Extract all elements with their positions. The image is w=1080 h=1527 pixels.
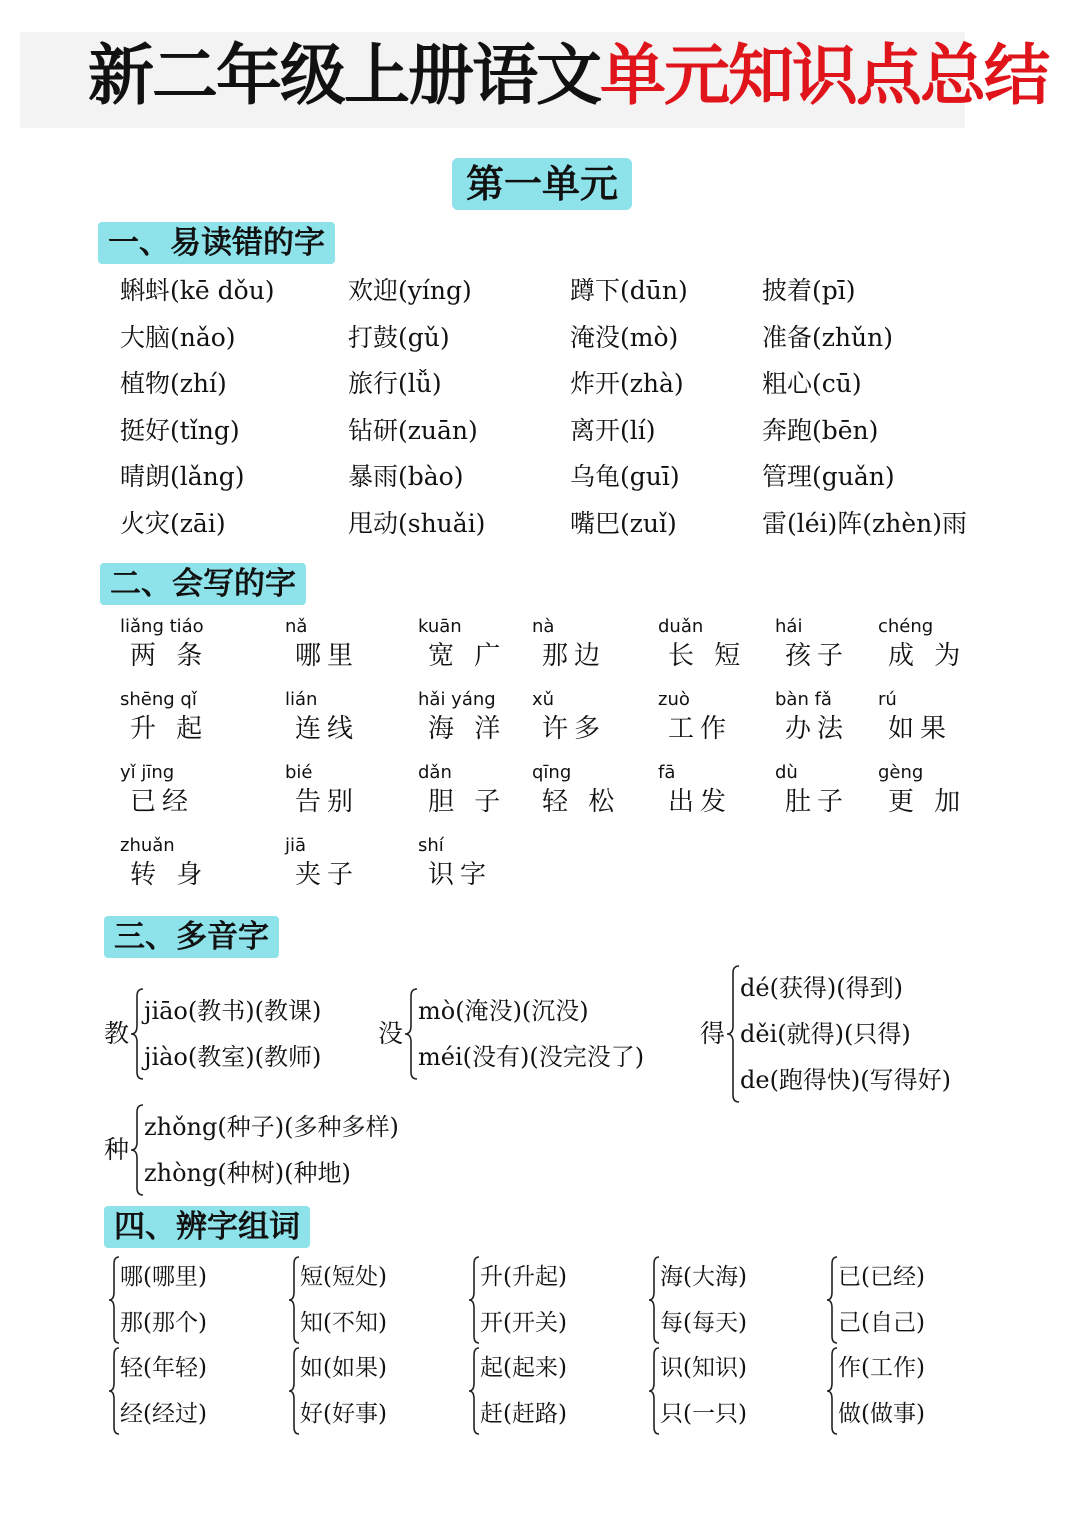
write-word: 办法	[785, 714, 850, 744]
write-pinyin: shí	[418, 835, 444, 856]
misread-item: 淹没(mò)	[570, 322, 679, 352]
brace-icon	[108, 1347, 120, 1435]
misread-item: 管理(guǎn)	[762, 462, 895, 492]
write-word: 海 洋	[428, 714, 507, 744]
distinguish-pair	[288, 1345, 438, 1437]
distinguish-word: 每(每天)	[660, 1310, 747, 1336]
section-title-easy-misread: 一、易读错的字	[98, 222, 335, 264]
distinguish-word: 海(大海)	[660, 1264, 747, 1290]
write-item	[120, 689, 260, 747]
write-pinyin: hái	[775, 616, 803, 637]
write-pinyin: zuò	[658, 689, 690, 710]
polyphone-group	[104, 1104, 504, 1196]
distinguish-word: 开(开关)	[480, 1310, 567, 1336]
polyphone-group	[700, 965, 1080, 1103]
misread-item: 炸开(zhà)	[570, 369, 684, 399]
brace-icon	[648, 1347, 660, 1435]
write-item	[532, 762, 672, 820]
distinguish-pair	[648, 1345, 798, 1437]
write-item	[285, 835, 425, 893]
distinguish-word: 赶(赶路)	[480, 1401, 567, 1427]
misread-item: 晴朗(lǎng)	[120, 462, 245, 492]
polyphone-char: 教	[104, 1019, 130, 1048]
section-title-distinguish: 四、辨字组词	[104, 1206, 310, 1248]
brace-icon	[726, 965, 740, 1103]
unit-label: 第一单元	[452, 158, 632, 210]
distinguish-pair	[826, 1254, 976, 1346]
brace-icon	[648, 1256, 660, 1344]
write-word: 哪里	[295, 641, 360, 671]
write-pinyin: gèng	[878, 762, 924, 783]
write-word: 更 加	[888, 787, 967, 817]
misread-item: 钻研(zuān)	[348, 415, 478, 445]
write-item	[418, 835, 558, 893]
write-pinyin: liǎng tiáo	[120, 616, 204, 637]
write-pinyin: hǎi yáng	[418, 689, 496, 710]
distinguish-pair	[826, 1345, 976, 1437]
write-item	[878, 762, 1018, 820]
write-pinyin: bàn fǎ	[775, 689, 832, 710]
write-word: 长 短	[668, 641, 747, 671]
misread-item: 火灾(zāi)	[120, 509, 226, 538]
misread-item: 披着(pī)	[762, 276, 856, 305]
distinguish-pair	[468, 1345, 618, 1437]
misread-item: 打鼓(gǔ)	[348, 322, 450, 352]
brace-icon	[130, 988, 144, 1080]
write-word: 两 条	[130, 641, 209, 671]
polyphone-reading: mò(淹没)(沉没)	[418, 997, 589, 1025]
distinguish-pair	[288, 1254, 438, 1346]
distinguish-word: 己(自己)	[838, 1310, 925, 1336]
distinguish-word: 如(如果)	[300, 1355, 387, 1381]
misread-item: 准备(zhǔn)	[762, 322, 893, 352]
polyphone-reading: jiāo(教书)(教课)	[144, 997, 322, 1025]
write-item	[120, 835, 260, 893]
title-part2: 单元知识点总结	[600, 37, 1048, 114]
misread-item: 植物(zhí)	[120, 369, 227, 399]
write-item	[120, 616, 260, 674]
brace-icon	[108, 1256, 120, 1344]
write-pinyin: zhuǎn	[120, 835, 175, 856]
brace-icon	[288, 1347, 300, 1435]
write-word: 转 身	[130, 860, 209, 890]
brace-icon	[826, 1256, 838, 1344]
misread-item: 甩动(shuǎi)	[348, 509, 486, 538]
write-item	[285, 689, 425, 747]
distinguish-word: 短(短处)	[300, 1264, 387, 1290]
write-word: 告别	[295, 787, 360, 817]
write-item	[285, 616, 425, 674]
distinguish-word: 经(经过)	[120, 1401, 207, 1427]
write-pinyin: chéng	[878, 616, 934, 637]
misread-item: 乌龟(guī)	[570, 462, 680, 492]
write-pinyin: jiā	[285, 835, 307, 856]
write-word: 那边	[542, 641, 607, 671]
distinguish-word: 轻(年轻)	[120, 1355, 207, 1381]
brace-icon	[404, 988, 418, 1080]
write-word: 胆 子	[428, 787, 507, 817]
distinguish-pair	[108, 1254, 258, 1346]
misread-item: 离开(lí)	[570, 415, 656, 445]
polyphone-reading: zhòng(种树)(种地)	[144, 1159, 351, 1187]
misread-item: 大脑(nǎo)	[120, 322, 236, 352]
write-pinyin: bié	[285, 762, 313, 783]
misread-item: 旅行(lǚ)	[348, 369, 442, 399]
write-word: 升 起	[130, 714, 209, 744]
write-item	[532, 689, 672, 747]
misread-item: 粗心(cū)	[762, 369, 862, 399]
polyphone-reading: méi(没有)(没完没了)	[418, 1043, 645, 1071]
misread-item: 暴雨(bào)	[348, 462, 464, 492]
write-pinyin: xǔ	[532, 689, 555, 710]
write-pinyin: shēng qǐ	[120, 689, 197, 710]
write-word: 成 为	[888, 641, 967, 671]
distinguish-pair	[108, 1345, 258, 1437]
brace-icon	[468, 1256, 480, 1344]
distinguish-pair	[648, 1254, 798, 1346]
distinguish-word: 已(已经)	[838, 1264, 925, 1290]
distinguish-word: 哪(哪里)	[120, 1264, 207, 1290]
write-item	[120, 762, 260, 820]
distinguish-pair	[468, 1254, 618, 1346]
distinguish-word: 那(那个)	[120, 1310, 207, 1336]
write-word: 如果	[888, 714, 953, 744]
brace-icon	[130, 1104, 144, 1196]
misread-item: 蝌蚪(kē dǒu)	[120, 276, 275, 305]
write-pinyin: yǐ jīng	[120, 762, 175, 783]
write-pinyin: lián	[285, 689, 318, 710]
distinguish-word: 识(知识)	[660, 1355, 747, 1381]
write-pinyin: duǎn	[658, 616, 704, 637]
write-pinyin: kuān	[418, 616, 462, 637]
write-item	[878, 616, 1018, 674]
polyphone-reading: de(跑得快)(写得好)	[740, 1066, 952, 1094]
polyphone-reading: dé(获得)(得到)	[740, 974, 904, 1002]
polyphone-reading: jiào(教室)(教师)	[144, 1043, 322, 1071]
polyphone-reading: zhǒng(种子)(多种多样)	[144, 1113, 399, 1141]
section-title-polyphones: 三、多音字	[104, 916, 279, 958]
distinguish-word: 起(起来)	[480, 1355, 567, 1381]
misread-item: 奔跑(bēn)	[762, 415, 879, 445]
write-word: 已经	[130, 787, 195, 817]
write-item	[878, 689, 1018, 747]
section-title-can-write: 二、会写的字	[100, 563, 306, 605]
polyphone-char: 得	[700, 1019, 726, 1048]
write-pinyin: dǎn	[418, 762, 452, 783]
write-word: 肚子	[785, 787, 850, 817]
misread-item: 雷(léi)阵(zhèn)雨	[762, 509, 967, 538]
write-word: 识字	[428, 860, 493, 890]
write-word: 工作	[668, 714, 733, 744]
write-pinyin: dù	[775, 762, 798, 783]
write-item	[532, 616, 672, 674]
write-word: 宽 广	[428, 641, 507, 671]
write-word: 轻 松	[542, 787, 621, 817]
polyphone-reading: děi(就得)(只得)	[740, 1020, 911, 1048]
misread-item: 欢迎(yíng)	[348, 276, 472, 305]
polyphone-char: 种	[104, 1135, 130, 1164]
write-word: 许多	[542, 714, 607, 744]
title-part1: 新二年级上册语文	[88, 37, 600, 114]
polyphone-char: 没	[378, 1019, 404, 1048]
distinguish-word: 只(一只)	[660, 1401, 747, 1427]
write-word: 出发	[668, 787, 733, 817]
brace-icon	[288, 1256, 300, 1344]
distinguish-word: 知(不知)	[300, 1310, 387, 1336]
page-title	[88, 36, 1048, 116]
distinguish-word: 作(工作)	[838, 1355, 925, 1381]
write-pinyin: qīng	[532, 762, 572, 783]
distinguish-word: 好(好事)	[300, 1401, 387, 1427]
write-pinyin: nà	[532, 616, 555, 637]
write-item	[285, 762, 425, 820]
misread-item: 挺好(tǐng)	[120, 415, 240, 445]
write-pinyin: nǎ	[285, 616, 308, 637]
misread-item: 蹲下(dūn)	[570, 276, 688, 305]
misread-item: 嘴巴(zuǐ)	[570, 509, 677, 538]
write-word: 夹子	[295, 860, 360, 890]
distinguish-word: 升(升起)	[480, 1264, 567, 1290]
write-pinyin: fā	[658, 762, 676, 783]
brace-icon	[468, 1347, 480, 1435]
write-pinyin: rú	[878, 689, 897, 710]
distinguish-word: 做(做事)	[838, 1401, 925, 1427]
brace-icon	[826, 1347, 838, 1435]
write-word: 连线	[295, 714, 360, 744]
write-word: 孩子	[785, 641, 850, 671]
